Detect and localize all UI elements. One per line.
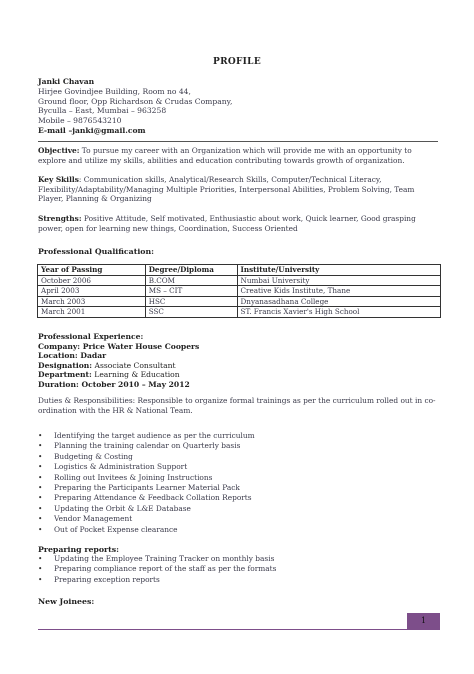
reports-heading: Preparing reports: <box>38 545 120 554</box>
footer-divider <box>38 629 440 630</box>
list-item: • Identifying the target audience as per the curriculum <box>38 431 255 441</box>
experience-section <box>38 332 199 389</box>
key-skills-section <box>38 175 440 204</box>
list-item: • Preparing exception reports <box>38 575 276 585</box>
department-label: Department: <box>38 370 92 379</box>
designation-value: Associate Consultant <box>92 360 176 370</box>
company-line: Company: Price Water House Coopers <box>38 341 200 351</box>
list-item: • Preparing Attendance & Feedback Collation Reports <box>38 493 255 503</box>
table-row <box>38 307 441 318</box>
table-cell-institute: Creative Kids Institute, Thane <box>237 286 440 297</box>
table-row <box>38 296 441 307</box>
list-item: • Preparing compliance report of the staff as per the formats <box>38 564 276 574</box>
table-cell-degree: MS – CIT <box>145 286 237 297</box>
table-cell-year: March 2003 <box>38 296 146 307</box>
list-item: • Vendor Management <box>38 514 255 524</box>
key-skills-label: Key Skills <box>38 175 79 184</box>
table-cell-institute: ST. Francis Xavier's High School <box>237 307 440 318</box>
list-item: • Out of Pocket Expense clearance <box>38 525 255 535</box>
table-cell-year: October 2006 <box>38 275 146 286</box>
department-line <box>38 370 199 380</box>
table-cell-degree: HSC <box>145 296 237 307</box>
page-number-box <box>407 613 440 630</box>
column-header-institute: Institute/University <box>237 265 440 276</box>
list-item: • Logistics & Administration Support <box>38 462 255 472</box>
address-line-2: Ground floor, Opp Richardson & Crudas Company, <box>38 96 233 106</box>
table-cell-year: April 2003 <box>38 286 146 297</box>
list-item: • Budgeting & Costing <box>38 452 255 462</box>
duties-paragraph: Duties & Responsibilities: Responsible to organize formal trainings as per the curriculum rolled out in co-ordination with the HR & National Team. <box>38 396 436 415</box>
table-row <box>38 275 441 286</box>
email-address: E-mail –janki@gmail.com <box>38 125 146 135</box>
new-joinees-heading: New Joinees: <box>38 597 95 606</box>
duration-line: Duration: October 2010 – May 2012 <box>38 379 190 389</box>
table-cell-degree: B.COM <box>145 275 237 286</box>
experience-heading: Professional Experience: <box>38 332 144 341</box>
location-line: Location: Dadar <box>38 351 107 360</box>
designation-line <box>38 361 199 371</box>
objective-label: Objective: <box>38 146 80 155</box>
duties-list <box>38 431 255 535</box>
list-item: • Updating the Employee Training Tracker on monthly basis <box>38 554 276 564</box>
table-cell-year: March 2001 <box>38 307 146 318</box>
reports-list <box>38 554 276 585</box>
page-title: PROFILE <box>213 57 261 67</box>
list-item: • Rolling out Invitees & Joining Instructions <box>38 473 255 483</box>
strengths-section <box>38 214 440 233</box>
column-header-year: Year of Passing <box>38 265 146 276</box>
header-divider <box>38 141 438 142</box>
address-line-3: Byculla – East, Mumbai – 963258 <box>38 106 167 116</box>
strengths-label: Strengths: <box>38 214 82 223</box>
key-skills-text: : Communication skills, Analytical/Research Skills, Computer/Technical Literacy, Flexibility/Adaptability/Managing Multiple Priorities, Interpersonal Abilities, Problem Solving, Team Player, Planning & Organizing <box>38 175 415 204</box>
column-header-degree: Degree/Diploma <box>145 265 237 276</box>
table-cell-degree: SSC <box>145 307 237 318</box>
table-cell-institute: Dnyanasadhana College <box>237 296 440 307</box>
list-item: • Updating the Orbit & L&E Database <box>38 504 255 514</box>
contact-block <box>38 77 232 136</box>
qualification-heading: Professional Qualification: <box>38 247 155 256</box>
department-value: Learning & Education <box>91 370 180 379</box>
table-header-row <box>38 265 441 276</box>
objective-text: To pursue my career with an Organization which will provide me with an opportunity to explore and utilize my skills, abilities and education contributing towards growth of organization. <box>38 146 412 165</box>
list-item: • Preparing the Participants Learner Material Pack <box>38 483 255 493</box>
list-item: • Planning the training calendar on Quarterly basis <box>38 441 255 451</box>
address-line-1: Hirjee Govindjee Building, Room no 44, <box>38 86 191 96</box>
table-row <box>38 286 441 297</box>
mobile-number: Mobile – 9876543210 <box>38 116 122 126</box>
candidate-name: Janki Chavan <box>38 77 95 86</box>
table-cell-institute: Numbai University <box>237 275 440 286</box>
qualification-table <box>37 264 441 318</box>
objective-section <box>38 146 440 165</box>
strengths-text: Positive Attitude, Self motivated, Enthusiastic about work, Quick learner, Good grasping power, open for learning new things, Coordination, Success Oriented <box>38 214 416 233</box>
designation-label: Designation: <box>38 360 93 370</box>
page-number: 1 <box>420 616 427 625</box>
